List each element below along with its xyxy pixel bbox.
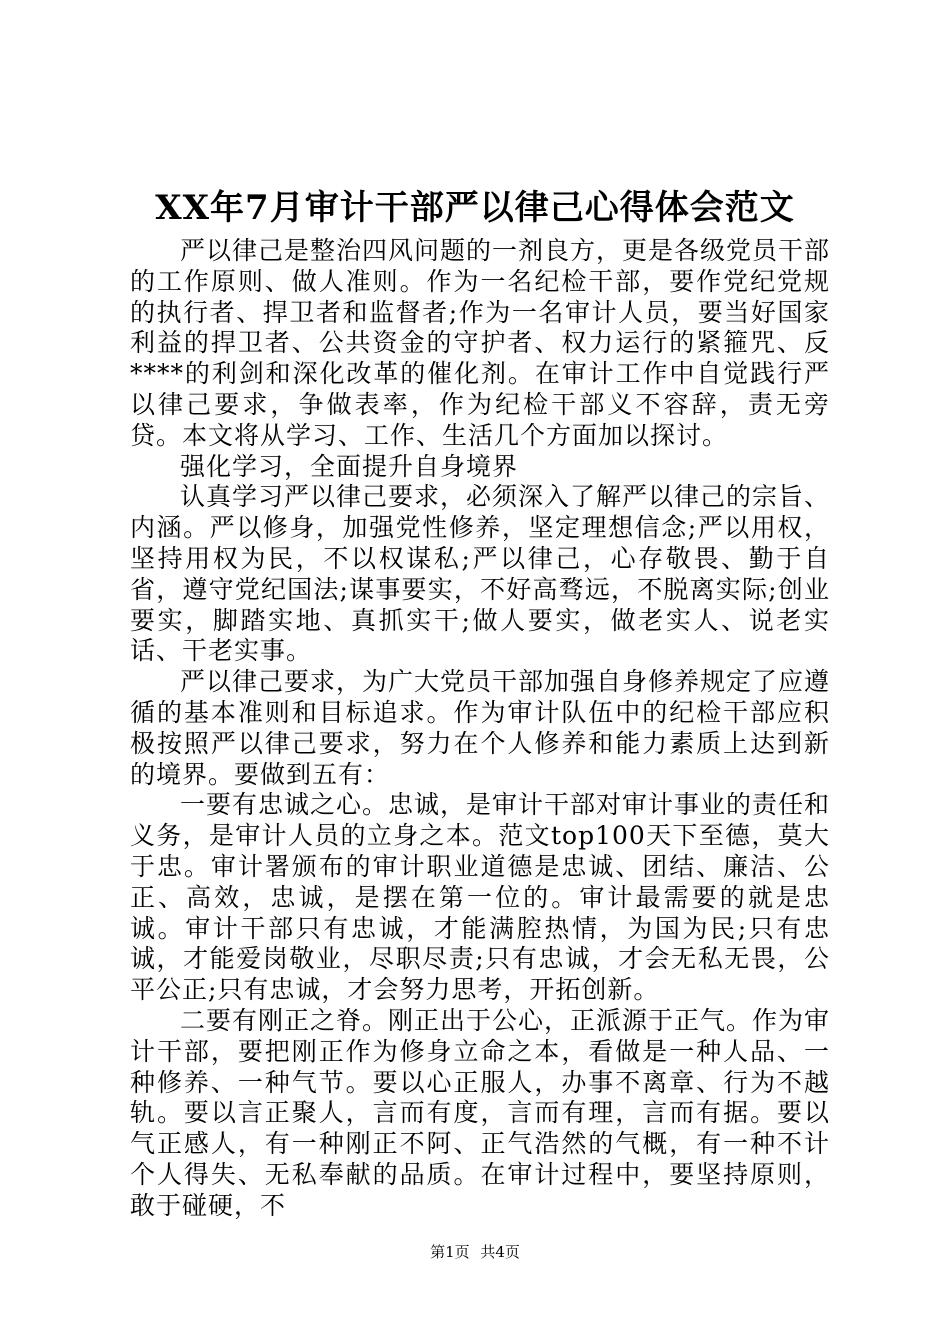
paragraph-loyalty: 一要有忠诚之心。忠诚，是审计干部对审计事业的责任和义务，是审计人员的立身之本。范文top100天下至德，莫大于忠。审计署颁布的审计职业道德是忠诚、团结、廉洁、公正、高效，忠诚，是摆在第一位的。审计最需要的就是忠诚。审计干部只有忠诚，才能满腔热情，为国为民;只有忠诚，才能爱岗敬业，尽职尽责;只有忠诚，才会无私无畏，公平公正;只有忠诚，才会努力思考，开拓创新。 <box>130 790 831 1005</box>
document-title: XX年7月审计干部严以律己心得体会范文 <box>155 188 795 228</box>
page-footer <box>0 1242 950 1262</box>
paragraph-study: 认真学习严以律己要求，必须深入了解严以律己的宗旨、内涵。严以修身，加强党性修养，坚定理想信念;严以用权，坚持用权为民，不以权谋私;严以律己，心存敬畏、勤于自省，遵守党纪国法;谋事要实，不好高骛远，不脱离实际;创业要实，脚踏实地、真抓实干;做人要实，做老实人、说老实话、干老实事。 <box>130 482 831 666</box>
section-heading: 强化学习，全面提升自身境界 <box>180 451 519 481</box>
page-total: 共4页 <box>480 1243 520 1261</box>
paragraph-integrity: 二要有刚正之脊。刚正出于公心，正派源于正气。作为审计干部，要把刚正作为修身立命之本，看做是一种人品、一种修养、一种气节。要以心正服人，办事不离章、行为不越轨。要以言正聚人，言而有度，言而有理，言而有据。要以气正感人，有一种刚正不阿、正气浩然的气概，有一种不计个人得失、无私奉献的品质。在审计过程中，要坚持原则，敢于碰硬，不 <box>130 1005 831 1220</box>
page-number: 第1页 <box>430 1243 470 1261</box>
paragraph-intro: 严以律己是整治四风问题的一剂良方，更是各级党员干部的工作原则、做人准则。作为一名纪检干部，要作党纪党规的执行者、捍卫者和监督者;作为一名审计人员，要当好国家利益的捍卫者、公共资金的守护者、权力运行的紧箍咒、反****的利剑和深化改革的催化剂。在审计工作中自觉践行严以律己要求，争做表率，作为纪检干部义不容辞，责无旁贷。本文将从学习、工作、生活几个方面加以探讨。 <box>130 236 831 450</box>
paragraph-requirements: 严以律己要求，为广大党员干部加强自身修养规定了应遵循的基本准则和目标追求。作为审计队伍中的纪检干部应积极按照严以律己要求，努力在个人修养和能力素质上达到新的境界。要做到五有： <box>130 667 831 789</box>
document-body <box>130 236 830 1222</box>
